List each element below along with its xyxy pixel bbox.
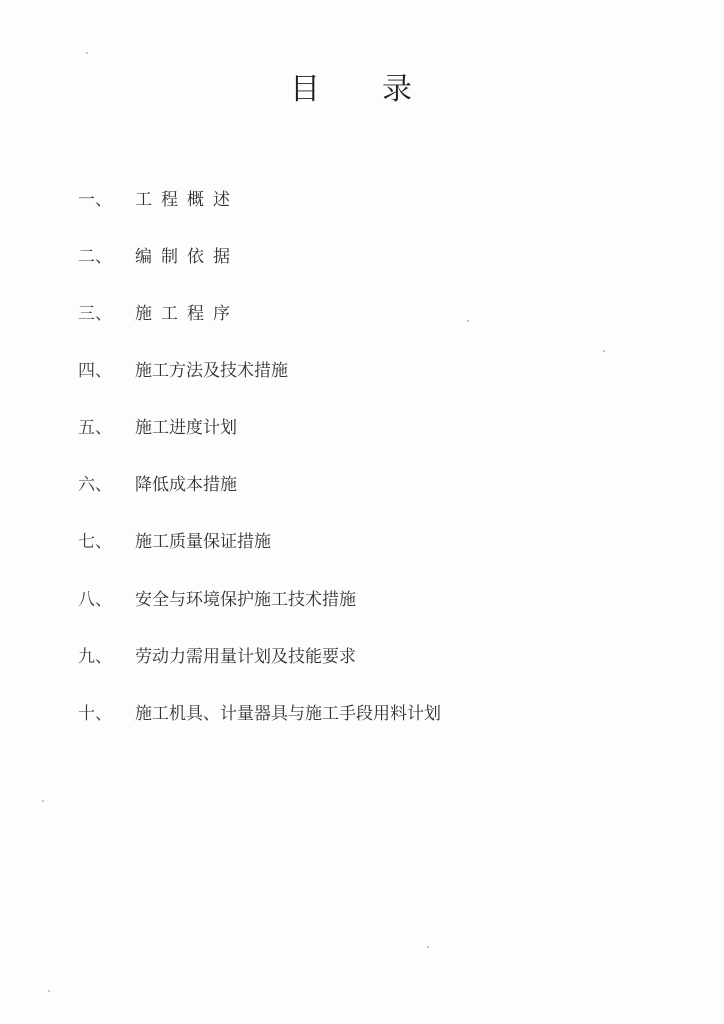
toc-item-number: 二、 <box>78 247 112 267</box>
toc-item <box>0 186 724 214</box>
toc-item <box>0 243 724 271</box>
toc-item-label: 施工进度计划 <box>135 418 237 438</box>
scan-speck <box>467 320 469 322</box>
title-char-2: 录 <box>382 72 412 107</box>
toc-item-label: 降低成本措施 <box>135 475 237 495</box>
scan-speck <box>42 800 44 802</box>
toc-item-label: 劳动力需用量计划及技能要求 <box>135 647 356 667</box>
toc-item-label: 施工方法及技术措施 <box>135 361 288 381</box>
toc-item-label: 施工质量保证措施 <box>135 532 271 552</box>
toc-item-label: 施工机具、计量器具与施工手段用料计划 <box>135 704 441 724</box>
toc-item-number: 七、 <box>78 532 112 552</box>
scan-speck <box>86 52 88 54</box>
title-char-1: 目 <box>290 72 320 107</box>
toc-item-label: 编制依据 <box>135 247 239 267</box>
toc-item <box>0 300 724 328</box>
toc-item <box>0 414 724 442</box>
toc-item-number: 四、 <box>78 361 112 381</box>
toc-item <box>0 643 724 671</box>
scan-speck <box>603 350 605 352</box>
toc-item-number: 三、 <box>78 304 112 324</box>
toc-item <box>0 528 724 556</box>
toc-item <box>0 586 724 614</box>
toc-item <box>0 357 724 385</box>
toc-item-number: 一、 <box>78 190 112 210</box>
toc-item-label: 安全与环境保护施工技术措施 <box>135 590 356 610</box>
scan-speck <box>48 990 50 992</box>
toc-item-number: 八、 <box>78 590 112 610</box>
toc-item-number: 九、 <box>78 647 112 667</box>
toc-item <box>0 471 724 499</box>
toc-item-label: 工程概述 <box>135 190 239 210</box>
toc-item-number: 十、 <box>78 704 112 724</box>
toc-item <box>0 700 724 728</box>
toc-item-label: 施工程序 <box>135 304 239 324</box>
scan-speck <box>427 946 429 948</box>
toc-item-number: 五、 <box>78 418 112 438</box>
toc-item-number: 六、 <box>78 475 112 495</box>
